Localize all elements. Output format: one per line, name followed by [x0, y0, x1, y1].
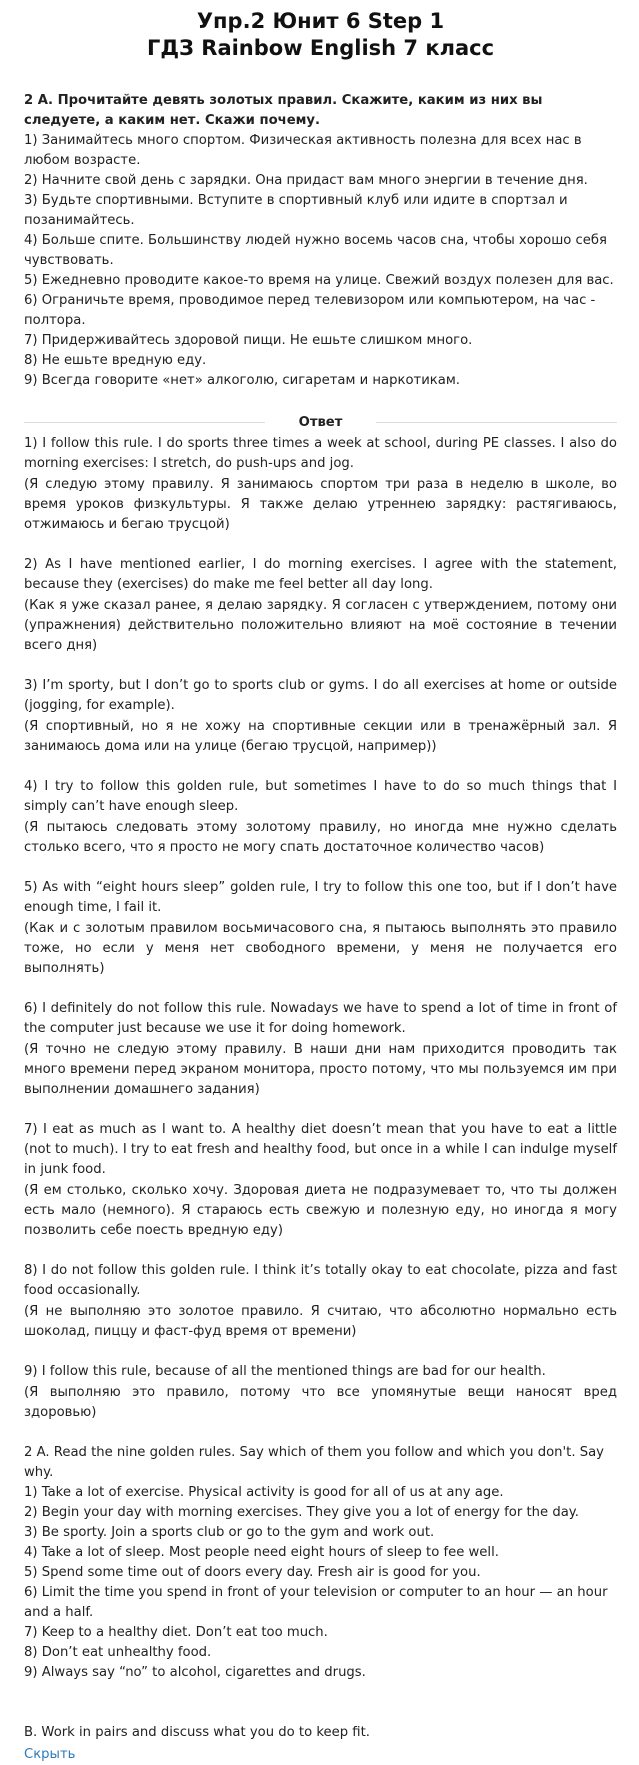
answer-item [24, 999, 617, 1100]
answer-translation: (Я пытаюсь следовать этому золотому правилу, но иногда мне нужно сделать столько всего, что я просто не могу спать достаточное количество часов) [24, 820, 617, 855]
title-line-2: ГДЗ Rainbow English 7 класс [146, 36, 495, 60]
answer-translation: (Я спортивный, но я не хожу на спортивные секции или в тренажёрный зал. Я занимаюсь дома или на улице (бегаю трусцой, например)) [24, 719, 617, 754]
answer-translation: (Как и с золотым правилом восьмичасового сна, я пытаюсь выполнять это правило тоже, но если у меня нет свободного времени, у меня не получается его выполнять) [24, 921, 617, 976]
english-rule: 7) Keep to a healthy diet. Don’t eat too much. [24, 1625, 328, 1640]
answer-english: 1) I follow this rule. I do sports three times a week at school, during PE classes. I also do morning exercises: I stretch, do push-ups and jog. [24, 436, 617, 471]
task-rule: 4) Больше спите. Большинству людей нужно восемь часов сна, чтобы хорошо себя чувствовать. [24, 233, 607, 268]
task-rule: 8) Не ешьте вредную еду. [24, 353, 207, 368]
answer-english: 7) I eat as much as I want to. A healthy diet doesn’t mean that you have to eat a little (not to much). I try to eat fresh and healthy food, but once in a while I can indulge myself in junk food. [24, 1122, 617, 1177]
task-rule: 6) Ограничьте время, проводимое перед телевизором или компьютером, на час - полтора. [24, 293, 596, 328]
answer-translation: (Я следую этому правилу. Я занимаюсь спортом три раза в неделю в школе, во время уроков физкультуры. Я также делаю утреннею зарядку: растягиваюсь, отжимаюсь и бегаю трусцой) [24, 477, 617, 532]
divider-line-left [24, 422, 265, 423]
answer-divider [24, 415, 617, 430]
answer-english: 3) I’m sporty, but I don’t go to sports club or gyms. I do all exercises at home or outside (jogging, for example). [24, 678, 617, 713]
english-rule: 2) Begin your day with morning exercises. They give you a lot of energy for the day. [24, 1505, 579, 1520]
answer-translation: (Я не выполняю это золотое правило. Я считаю, что абсолютно нормально есть шоколад, пиццу и фаст-фуд время от времени) [24, 1304, 617, 1339]
answer-section [24, 434, 617, 1423]
task-russian [24, 91, 617, 391]
answer-english: 6) I definitely do not follow this rule. Nowadays we have to spend a lot of time in front of the computer just because we use it for doing homework. [24, 1001, 617, 1036]
answer-item [24, 1261, 617, 1342]
hide-link[interactable]: Скрыть [24, 1747, 76, 1762]
answer-item [24, 1362, 617, 1423]
english-rule: 4) Take a lot of sleep. Most people need eight hours of sleep to fee well. [24, 1545, 499, 1560]
answer-item [24, 676, 617, 757]
english-rule: 3) Be sporty. Join a sports club or go to the gym and work out. [24, 1525, 435, 1540]
task-english [24, 1443, 617, 1743]
answer-item [24, 777, 617, 858]
english-rule: 1) Take a lot of exercise. Physical activity is good for all of us at any age. [24, 1485, 504, 1500]
answer-english: 9) I follow this rule, because of all the mentioned things are bad for our health. [24, 1364, 546, 1379]
task-heading: 2 А. Прочитайте девять золотых правил. Скажите, каким из них вы следуете, а каким нет. Скажи почему. [24, 93, 543, 128]
answer-english: 2) As I have mentioned earlier, I do morning exercises. I agree with the statement, because they (exercises) do make me feel better all day long. [24, 557, 617, 592]
answer-item [24, 1120, 617, 1241]
english-rule: 5) Spend some time out of doors every day. Fresh air is good for you. [24, 1565, 481, 1580]
answer-translation: (Я точно не следую этому правилу. В наши дни нам приходится проводить так много времени перед экраном монитора, просто потому, что мы пользуемся им при выполнении домашнего задания) [24, 1042, 617, 1097]
english-rule: 9) Always say “no” to alcohol, cigarettes and drugs. [24, 1665, 366, 1680]
page-title [24, 8, 617, 62]
task-rule: 7) Придерживайтесь здоровой пищи. Не ешьте слишком много. [24, 333, 473, 348]
english-rule: 8) Don’t eat unhealthy food. [24, 1645, 212, 1660]
divider-line-right [376, 422, 617, 423]
task-rule: 2) Начните свой день с зарядки. Она придаст вам много энергии в течение дня. [24, 173, 588, 188]
answer-translation: (Как я уже сказал ранее, я делаю зарядку. Я согласен с утверждением, потому они (упражнения) действительно положительно влияют на моё состояние в течении всего дня) [24, 598, 617, 653]
task-rule: 3) Будьте спортивными. Вступите в спортивный клуб или идите в спортзал и позанимайтесь. [24, 193, 568, 228]
answer-item [24, 555, 617, 656]
answer-english: 8) I do not follow this golden rule. I think it’s totally okay to eat chocolate, pizza and fast food occasionally. [24, 1263, 617, 1298]
answer-translation: (Я выполняю это правило, потому что все упомянутые вещи наносят вред здоровью) [24, 1385, 617, 1420]
answer-english: 4) I try to follow this golden rule, but sometimes I have to do so much things that I simply can’t have enough sleep. [24, 779, 617, 814]
answer-label: Ответ [298, 415, 343, 430]
answer-translation: (Я ем столько, сколько хочу. Здоровая диета не подразумевает то, что ты должен есть мало (немного). Я стараюсь есть свежую и полезную еду, но иногда я могу позволить себе поесть вредную еду) [24, 1183, 617, 1238]
answer-item [24, 434, 617, 535]
title-line-1: Упр.2 Юнит 6 Step 1 [196, 9, 445, 33]
task-rule: 9) Всегда говорите «нет» алкоголю, сигаретам и наркотикам. [24, 373, 460, 388]
answer-english: 5) As with “eight hours sleep” golden rule, I try to follow this one too, but if I don’t have enough time, I fail it. [24, 880, 617, 915]
english-rule: 6) Limit the time you spend in front of your television or computer to an hour — an hour and a half. [24, 1585, 608, 1620]
answer-item [24, 878, 617, 979]
english-part-b: B. Work in pairs and discuss what you do to keep fit. [24, 1725, 370, 1740]
task-rule: 1) Занимайтесь много спортом. Физическая активность полезна для всех нас в любом возрасте. [24, 133, 582, 168]
task-rule: 5) Ежедневно проводите какое-то время на улице. Свежий воздух полезен для вас. [24, 273, 614, 288]
english-task-heading: 2 A. Read the nine golden rules. Say which of them you follow and which you don't. Say why. [24, 1445, 604, 1480]
